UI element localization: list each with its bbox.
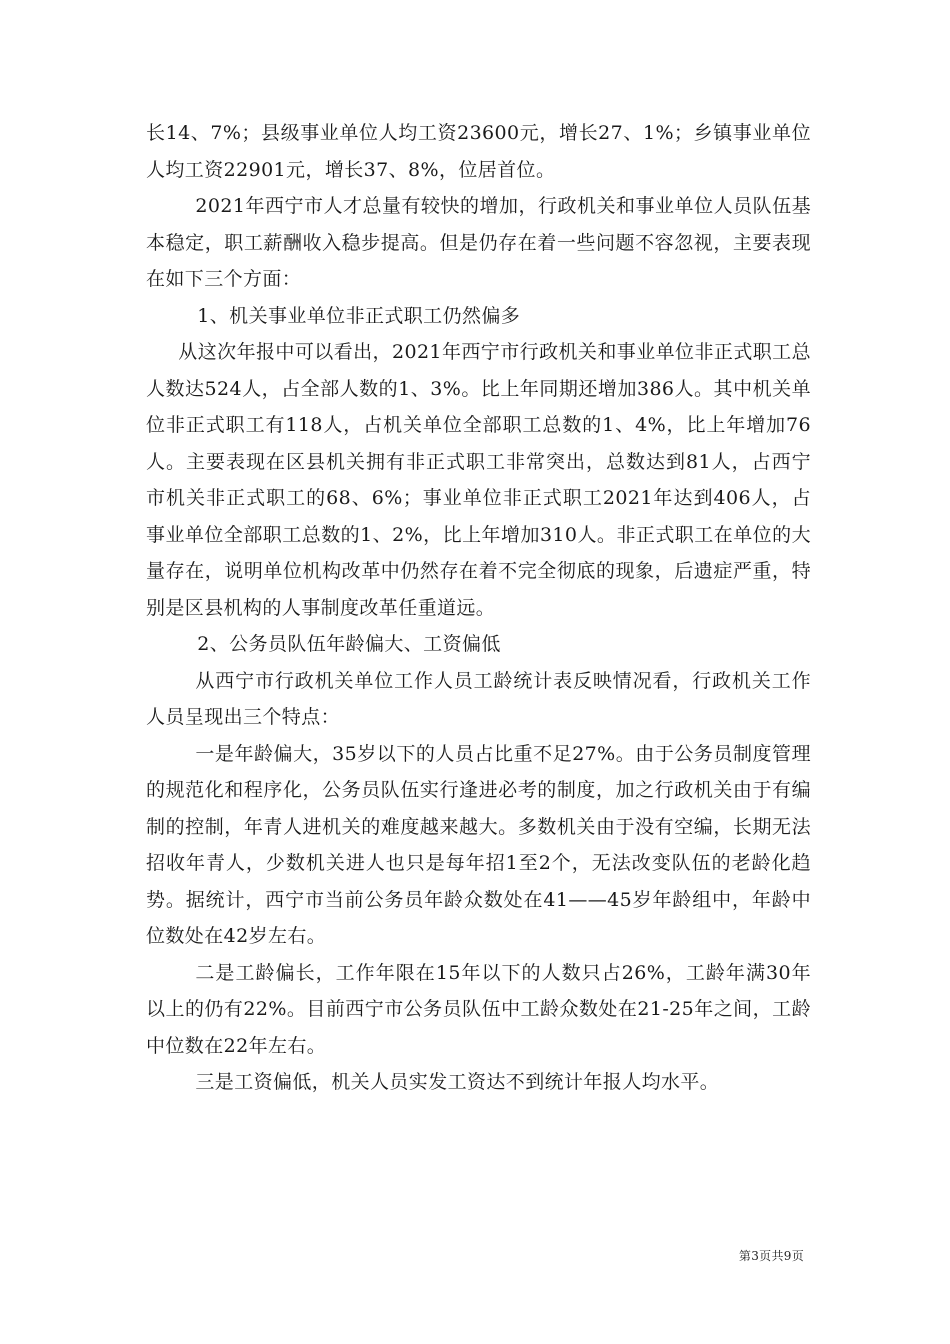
paragraph-summary: 2021年西宁市人才总量有较快的增加，行政机关和事业单位人员队伍基本稳定，职工薪酬收入稳步提高。但是仍存在着一些问题不容忽视，主要表现在如下三个方面： [146,195,811,290]
paragraph-features-intro: 从西宁市行政机关单位工作人员工龄统计表反映情况看，行政机关工作人员呈现出三个特点： [146,669,811,728]
section-heading-1: 1、机关事业单位非正式职工仍然偏多 [197,304,521,327]
paragraph-feature-salary: 三是工资偏低，机关人员实发工资达不到统计年报人均水平。 [195,1071,720,1093]
page-number-footer: 第3页共9页 [738,1249,804,1263]
paragraph-feature-seniority: 二是工龄偏长，工作年限在15年以下的人数只占26%，工龄年满30年以上的仍有22%。目前西宁市公务员队伍中工龄众数处在21-25年之间，工龄中位数在22年左右。 [146,961,811,1057]
document-body [146,115,811,1101]
paragraph-feature-age: 一是年龄偏大，35岁以下的人员占比重不足27%。由于公务员制度管理的规范化和程序化，公务员队伍实行逢进必考的制度，加之行政机关由于有编制的控制，年青人进机关的难度越来越大。多数机关由于没有空编，长期无法招收年青人，少数机关进人也只是每年招1至2个，无法改变队伍的老龄化趋势。据统计，西宁市当前公务员年龄众数处在41——45岁年龄组中，年龄中位数处在42岁左右。 [146,742,811,947]
section-heading-2: 2、公务员队伍年龄偏大、工资偏低 [197,633,501,655]
paragraph-informal-staff: 从这次年报中可以看出，2021年西宁市行政机关和事业单位非正式职工总人数达524人，占全部人数的1、3%。比上年同期还增加386人。其中机关单位非正式职工有118人，占机关单位全部职工总数的1、4%，比上年增加76人。主要表现在区县机关拥有非正式职工非常突出，总数达到81人，占西宁市机关非正式职工的68、6%；事业单位非正式职工2021年达到406人，占事业单位全部职工总数的1、2%，比上年增加310人。非正式职工在单位的大量存在，说明单位机构改革中仍然存在着不完全彻底的现象，后遗症严重，特别是区县机构的人事制度改革任重道远。 [146,341,811,619]
paragraph-continuation: 长14、7%；县级事业单位人均工资23600元，增长27、1%；乡镇事业单位人均工资22901元，增长37、8%，位居首位。 [146,122,811,181]
